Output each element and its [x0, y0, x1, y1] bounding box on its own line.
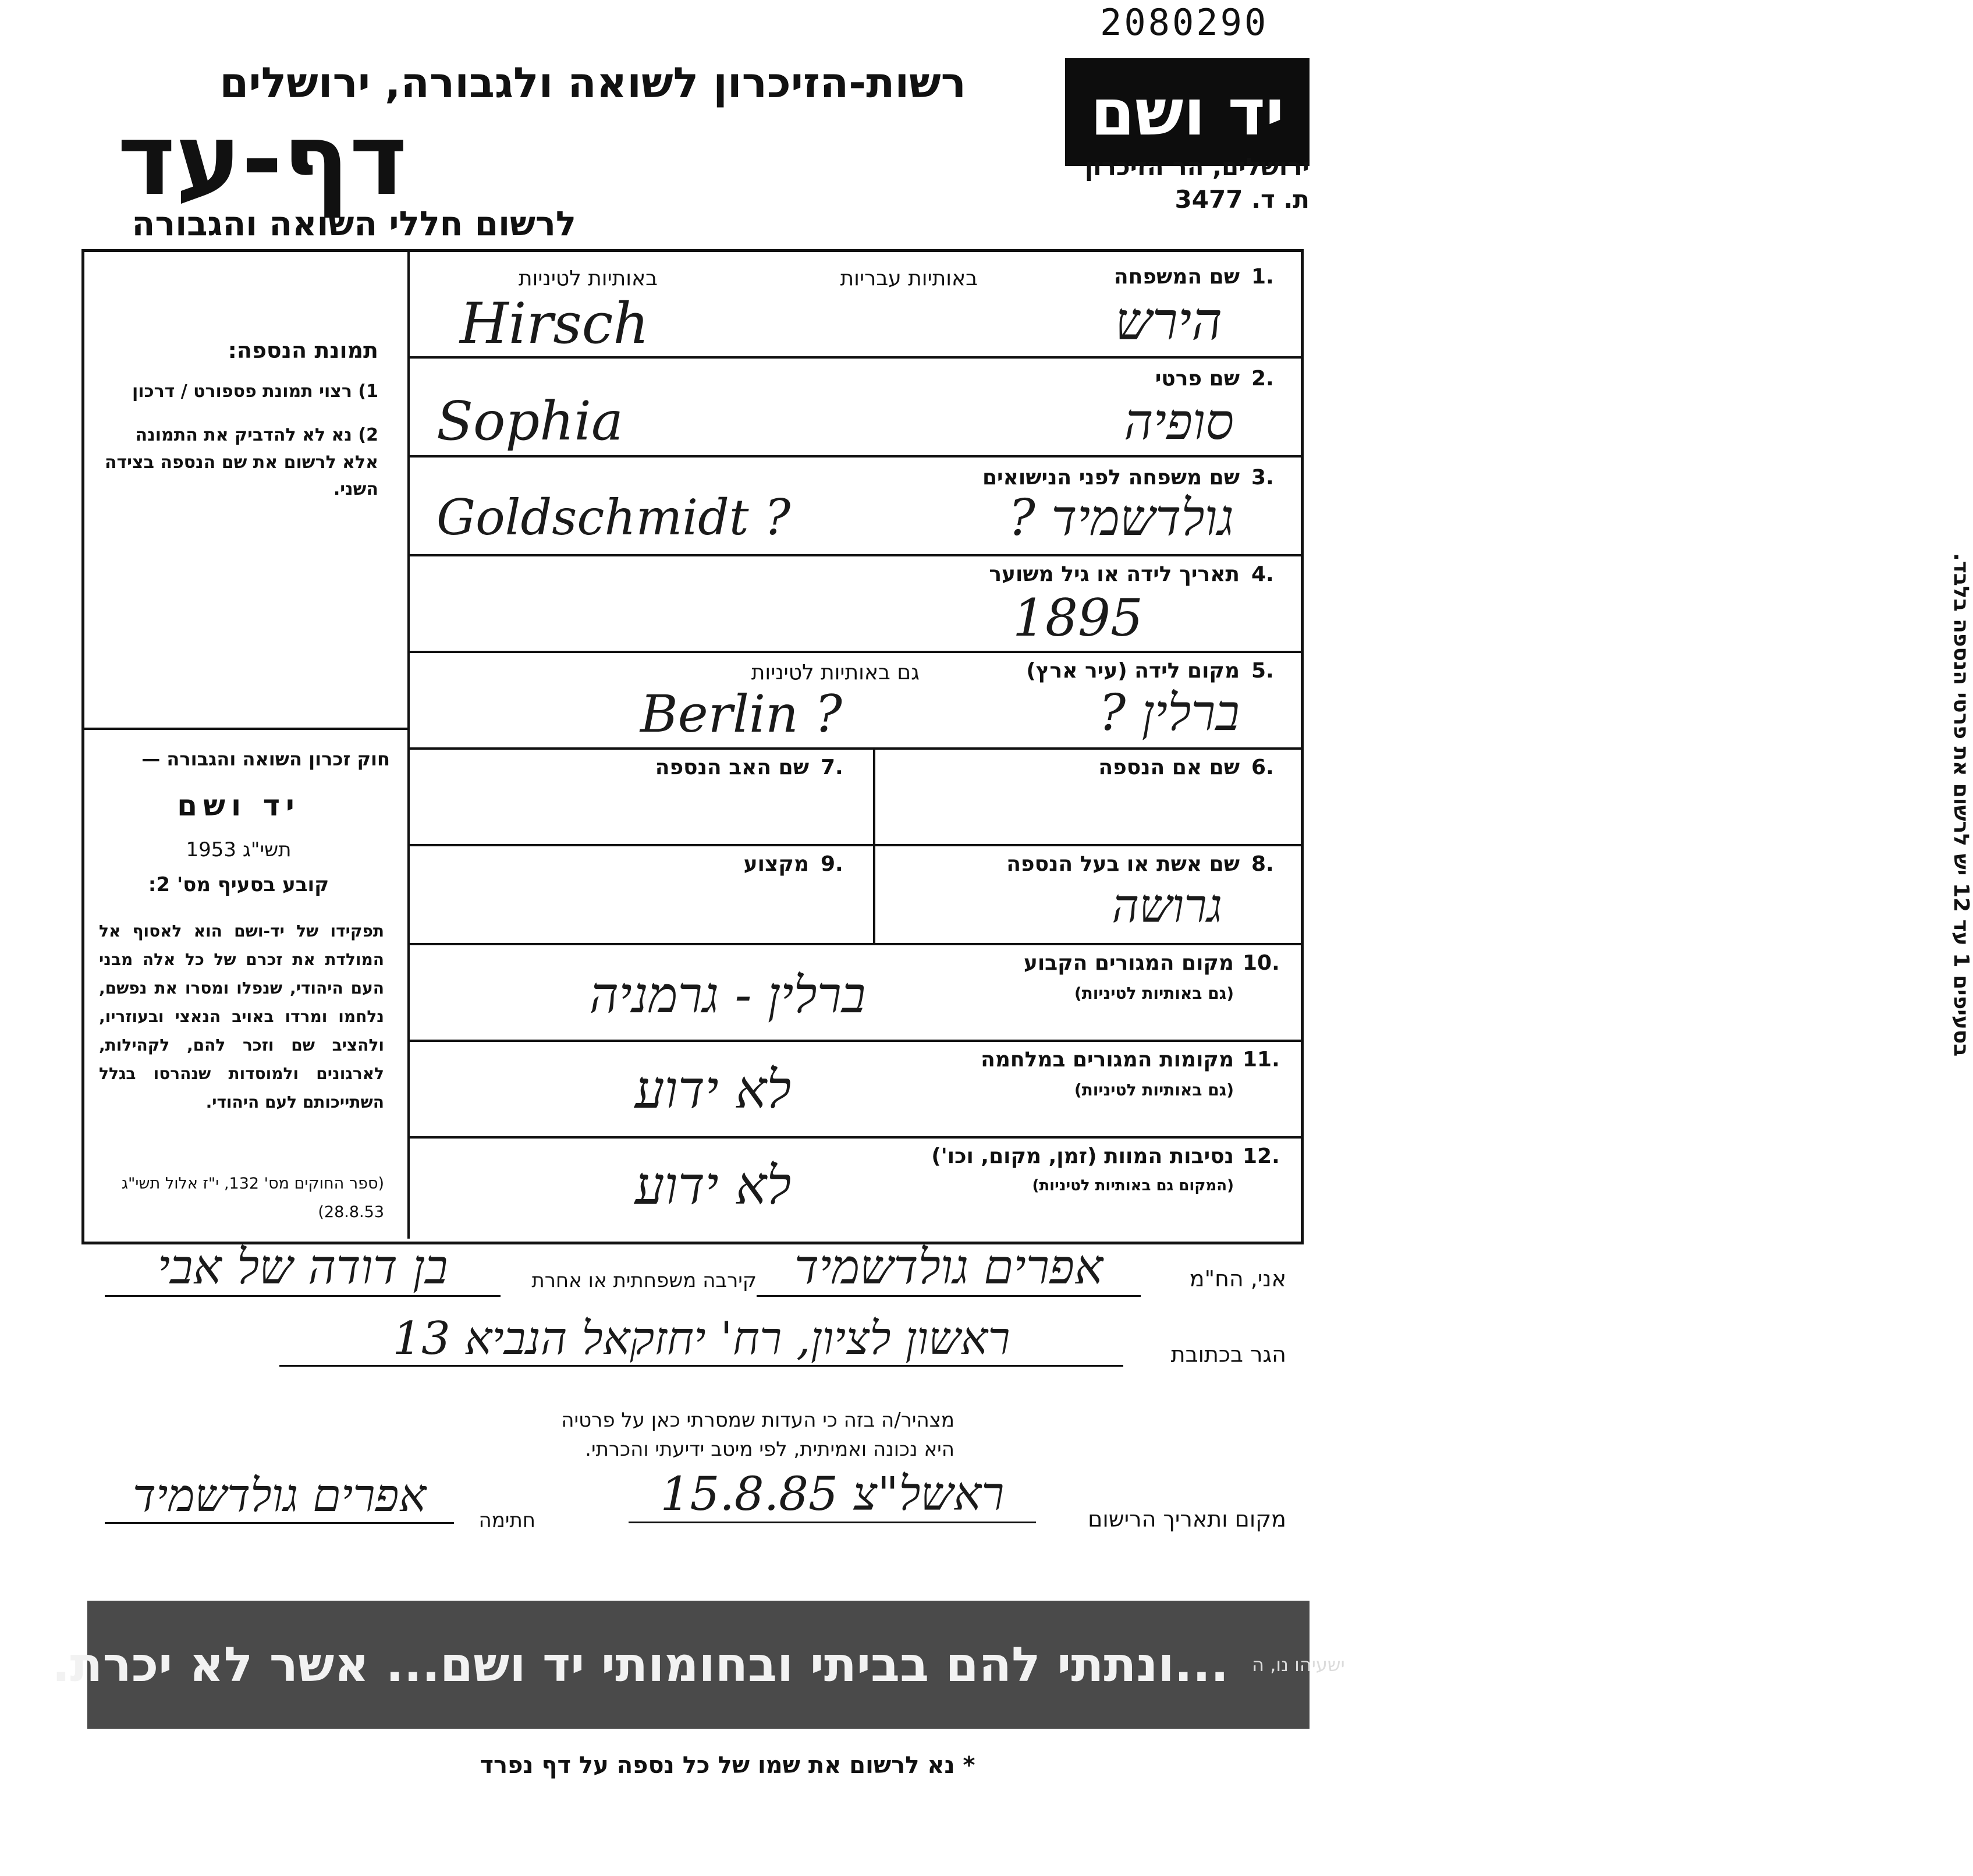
form-title: דף-עד [117, 102, 407, 218]
field-4-label: תאריך לידה או גיל משוער [989, 562, 1240, 586]
field-2-label: שם פרטי [1155, 367, 1240, 391]
field-6-label: שם אם הנספה [1098, 756, 1240, 779]
row-separator [407, 651, 1304, 653]
authority-title: רשות-הזיכרון לשואה ולגבורה, ירושלים [219, 58, 966, 107]
banner-quote: ...ונתתי להם בביתי ובחומותי יד ושם... אשר לא יכרת. [52, 1637, 1229, 1693]
row-separator [407, 554, 1304, 556]
law-title: חוק זכרון השואה והגבורה — [141, 748, 390, 770]
document-number: 2080290 [1100, 1, 1269, 44]
field-9-label: מקצוע [743, 852, 809, 876]
field-4-number: 4. [1251, 562, 1274, 586]
address-label: הגר בכתובת [1170, 1342, 1286, 1367]
field-5-number: 5. [1251, 659, 1274, 683]
row-separator [407, 455, 1304, 458]
signature-label: חתימה [478, 1509, 535, 1532]
field-11-sub: (גם באותיות לטיניות) [1074, 1080, 1234, 1100]
photo-box-item-1: 1) רצוי תמונת פספורט / דרכון [132, 381, 378, 402]
row-separator [407, 747, 1304, 750]
field-5-value-latin[interactable]: Berlin ? [640, 684, 842, 744]
photo-box-item-2: 2) נא לא להדביק את התמונה אלא לרשום את שם הנספה בצידה השני. [104, 425, 378, 499]
field-5-sub-latin: גם באותיות לטיניות [751, 661, 920, 685]
place-date-label: מקום ותאריך הרישום [1088, 1506, 1286, 1532]
field-3-label: שם משפחה לפני הנישואים [982, 466, 1240, 490]
field-3-value-hebrew[interactable]: גולדשמיד ? [1008, 489, 1234, 547]
row-separator [407, 1136, 1304, 1139]
field-12-value[interactable]: לא ידוע [634, 1155, 792, 1217]
statement-line-2: היא נכונה ואמיתית, לפי מיטב ידיעתי והכרתי. [585, 1438, 954, 1461]
field-12-sub: (המקום גם באותיות לטיניות) [1032, 1177, 1234, 1194]
field-5-label: מקום לידה (עיר ארץ) [1026, 659, 1240, 683]
form-subtitle: לרשום חללי השואה והגבורה [132, 204, 576, 243]
field-12-label: נסיבות המוות (זמן, מקום, וכו') [931, 1144, 1234, 1168]
field-1-value-latin[interactable]: Hirsch [460, 291, 650, 356]
field-2-value-latin[interactable]: Sophia [437, 390, 623, 452]
banner-source: ישעיהו נו, ה [1252, 1654, 1345, 1676]
law-text: תפקידו של יד-ושם הוא לאסוף אל המולדת את זכרם של כל אלה מבני העם היהודי, שנפלו ומסרו את נפשם, נלחמו ומרדו באויב הנאצי ובעוזריו, ולהציב שם וזכר להם, לקהילות, לארגונים ולמוסדות שנהרסו בגלל השתייכותם לעם היהודי. [99, 921, 384, 1112]
signature-value[interactable]: אפרים גולדשמיד [105, 1470, 454, 1524]
quote-banner [52, 1601, 1345, 1729]
left-panel-separator [81, 728, 409, 730]
row-separator [407, 943, 1304, 945]
law-source: (ספר החוקים מס' 132, י"ז אלול תשי"ג 28.8.53) [121, 1175, 384, 1221]
law-year: תשי"ג 1953 [186, 838, 292, 861]
field-8-number: 8. [1251, 852, 1274, 876]
place-date-value[interactable]: ראשל"צ 15.8.85 [629, 1467, 1036, 1523]
field-2-value-hebrew[interactable]: סופיה [1124, 393, 1234, 451]
field-12-number: 12. [1243, 1144, 1280, 1168]
field-11-number: 11. [1243, 1048, 1280, 1072]
field-10-sub: (גם באותיות לטיניות) [1074, 984, 1234, 1003]
field-1-number: 1. [1251, 265, 1274, 289]
address-value[interactable]: ראשון לציון, רח' יחזקאל הנביא 13 [279, 1313, 1123, 1367]
address-line-2: ת. ד. 3477 [1174, 185, 1310, 214]
field-11-label: מקומות המגורים במלחמה [981, 1048, 1234, 1072]
declarant-label: אני, הח"מ [1189, 1266, 1286, 1292]
field-8-value[interactable]: גרושה [1112, 879, 1222, 933]
field-3-number: 3. [1251, 466, 1274, 490]
field-10-value[interactable]: ברלין - גרמניה [589, 966, 866, 1024]
field-7-label: שם האב הנספה [655, 756, 809, 779]
field-1-label: שם המשפחה [1113, 265, 1240, 289]
law-clause: קובע בסעיף מס' 2: [148, 873, 329, 896]
field-9-number: 9. [821, 852, 843, 876]
field-5-value-hebrew[interactable]: ברלין ? [1099, 684, 1240, 742]
law-name: יד ושם [177, 789, 300, 822]
field-10-label: מקום המגורים הקבוע [1023, 951, 1234, 975]
side-note: בסעיפים 1 עד 12 יש לרשום את פרטי הנספה בלבד. [1949, 553, 1973, 1057]
field-1-sub-hebrew: באותיות עבריות [840, 267, 978, 290]
field-1-sub-latin: באותיות לטיניות [518, 267, 658, 290]
panel-divider [407, 249, 410, 1239]
row-separator [407, 844, 1304, 846]
relation-label: קירבה משפחתית או אחרת [531, 1269, 757, 1292]
row-split-8-9 [873, 844, 875, 943]
field-2-number: 2. [1251, 367, 1274, 391]
yad-vashem-logo [1065, 58, 1310, 166]
declarant-name[interactable]: אפרים גולדשמיד [757, 1240, 1141, 1297]
row-separator [407, 356, 1304, 359]
photo-box-title: תמונת הנספה: [228, 338, 378, 363]
field-1-value-hebrew[interactable]: הירש [1115, 291, 1222, 352]
relation-value[interactable]: בן דודה של אבי [105, 1240, 501, 1297]
field-7-number: 7. [821, 756, 843, 779]
row-split-6-7 [873, 747, 875, 844]
field-3-value-latin[interactable]: Goldschmidt ? [437, 489, 791, 546]
logo-text: יד ושם [1090, 75, 1284, 150]
field-4-value[interactable]: 1895 [1013, 588, 1143, 648]
field-8-label: שם אשת או בעל הנספה [1006, 852, 1240, 876]
field-6-number: 6. [1251, 756, 1274, 779]
row-separator [407, 1040, 1304, 1042]
address-line-1: ירושלים, הר הזיכרון [1084, 153, 1310, 181]
footer-note: * נא לרשום את שמו של כל נספה על דף נפרד [480, 1752, 975, 1779]
field-11-value[interactable]: לא ידוע [634, 1059, 792, 1120]
field-10-number: 10. [1243, 951, 1280, 975]
statement-line-1: מצהיר/ה בזה כי העדות שמסרתי כאן על פרטיה [561, 1409, 954, 1432]
